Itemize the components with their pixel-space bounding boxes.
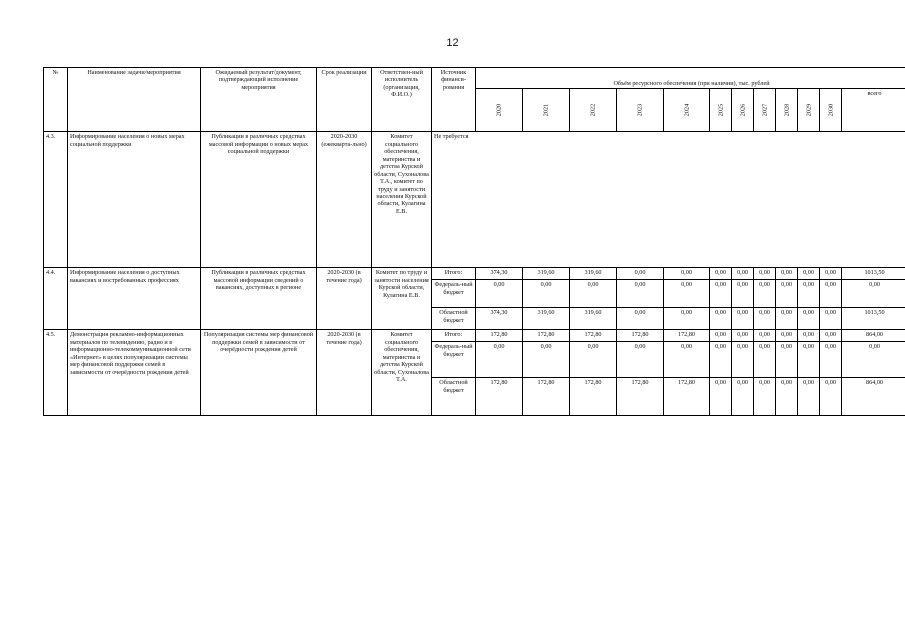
funding-value: 0,00 [710,330,732,342]
funding-value: 0,00 [776,378,798,416]
funding-value: 0,00 [617,268,664,280]
funding-value: 172,80 [476,378,523,416]
funding-value: 0,00 [820,308,842,330]
funding-value: 0,00 [820,330,842,342]
funding-value: 0,00 [820,342,842,378]
funding-value: 0,00 [523,342,570,378]
funding-value: 0,00 [754,342,776,378]
row-number: 4.4. [44,268,68,330]
funding-value: 172,80 [664,378,710,416]
funding-value: 0,00 [710,378,732,416]
funding-source: Федераль-ный бюджет [432,342,476,378]
funding-value: 0,00 [732,280,754,308]
funding-source: Федераль-ный бюджет [432,280,476,308]
header-source: Источник финанси-рования [432,68,476,132]
funding-value: 0,00 [664,308,710,330]
funding-value: 0,00 [798,308,820,330]
row-executor: Комитет социального обеспечения, материнства и детства Курской области, Сухоналова Т.А. [372,330,432,416]
row-name: Демонстрация рекламно-информационных материалов по телевидению, радио и в информационно-телекоммуникационной сети «Интернет» в целях популяризации системы мер финансовой поддержки семей в зависимости от очерёдности рождения детей [68,330,201,416]
header-year: 2030 [820,89,842,132]
header-year: 2022 [570,89,617,132]
funding-total: 0,00 [842,342,905,378]
funding-value: 0,00 [754,330,776,342]
funding-total: 1013,50 [842,308,905,330]
funding-value: 0,00 [476,280,523,308]
funding-value: 0,00 [820,378,842,416]
funding-value: 374,30 [476,268,523,280]
funding-source: Итого: [432,330,476,342]
funding-value: 0,00 [617,280,664,308]
funding-value: 0,00 [776,280,798,308]
funding-value: 172,80 [570,378,617,416]
funding-value: 374,30 [476,308,523,330]
funding-value: 0,00 [664,268,710,280]
funding-value: 0,00 [732,330,754,342]
funding-value: 0,00 [820,280,842,308]
funding-value: 0,00 [570,280,617,308]
header-year: 2026 [732,89,754,132]
funding-total: 0,00 [842,280,905,308]
funding-value: 0,00 [523,280,570,308]
table-row [44,268,905,280]
funding-value: 319,60 [570,308,617,330]
funding-value: 0,00 [798,342,820,378]
funding-value: 319,60 [570,268,617,280]
funding-value: 0,00 [617,308,664,330]
page-number: 12 [446,37,459,49]
funding-value: 172,80 [523,378,570,416]
measures-table [43,67,905,416]
header-year: 2028 [776,89,798,132]
row-name: Информирование населения о новых мерах социальной поддержки [68,132,201,268]
funding-value: 0,00 [710,268,732,280]
header-term: Срок реализации [317,68,372,132]
funding-value: 0,00 [798,268,820,280]
header-year: 2027 [754,89,776,132]
funding-value: 172,80 [523,330,570,342]
row-result: Публикации в различных средствах массовой информации сведений о вакансиях, доступных в регионе [201,268,317,330]
funding-total: 864,00 [842,330,905,342]
funding-value: 0,00 [664,280,710,308]
table-row [44,330,905,342]
funding-value: 0,00 [776,330,798,342]
funding-value: 0,00 [776,308,798,330]
funding-value: 0,00 [754,280,776,308]
header-executor: Ответствен-ный исполнитель (организация, Ф.И.О.) [372,68,432,132]
header-year: 2029 [798,89,820,132]
funding-value: 0,00 [776,342,798,378]
header-year: 2020 [476,89,523,132]
funding-value: 0,00 [754,378,776,416]
funding-value: 0,00 [776,268,798,280]
funding-value: 172,80 [617,378,664,416]
funding-total: 1013,50 [842,268,905,280]
funding-value: 319,60 [523,308,570,330]
funding-value: 0,00 [798,378,820,416]
row-executor: Комитет социального обеспечения, материнства и детства Курской области, Сухоналова Т.А., комитет по труду и занятости населения Курской области, Кулагина Е.В. [372,132,432,268]
funding-value: 0,00 [754,308,776,330]
header-year: 2025 [710,89,732,132]
funding-value: 0,00 [570,342,617,378]
funding-value: 0,00 [710,308,732,330]
funding-value: 0,00 [732,268,754,280]
funding-value: 172,80 [476,330,523,342]
header-funding: Объём ресурсного обеспечения (при наличии), тыс. рублей [476,68,905,89]
header-total: всего [842,89,905,132]
row-result: Популяризация системы мер финансовой поддержки семей в зависимости от очерёдности рождения детей [201,330,317,416]
funding-value: 0,00 [820,268,842,280]
row-source-note: Не требуется [432,132,905,268]
row-term: 2020-2030 (ежекварта-льно) [317,132,372,268]
funding-value: 0,00 [664,342,710,378]
header-row [44,68,905,89]
row-term: 2020-2030 (в течение года) [317,268,372,330]
header-name: Наименование задачи/мероприятия [68,68,201,132]
table-row [44,132,905,268]
funding-value: 0,00 [732,308,754,330]
funding-value: 0,00 [798,330,820,342]
funding-value: 0,00 [798,280,820,308]
header-result: Ожидаемый результат/документ, подтверждающий исполнение мероприятия [201,68,317,132]
funding-value: 0,00 [476,342,523,378]
funding-value: 172,80 [664,330,710,342]
row-number: 4.3. [44,132,68,268]
funding-value: 0,00 [710,342,732,378]
funding-source: Областной бюджет [432,308,476,330]
funding-value: 0,00 [732,378,754,416]
funding-value: 0,00 [710,280,732,308]
header-year: 2024 [664,89,710,132]
row-name: Информирование населения о доступных вакансиях и востребованных профессиях [68,268,201,330]
row-term: 2020-2030 (в течение года) [317,330,372,416]
funding-value: 172,80 [570,330,617,342]
funding-total: 864,00 [842,378,905,416]
row-result: Публикации в различных средствах массовой информации о новых мерах социальной поддержки [201,132,317,268]
funding-source: Итого: [432,268,476,280]
funding-value: 172,80 [617,330,664,342]
header-number: № [44,68,68,132]
header-year: 2023 [617,89,664,132]
funding-value: 0,00 [754,268,776,280]
row-number: 4.5. [44,330,68,416]
funding-value: 0,00 [617,342,664,378]
row-executor: Комитет по труду и занятости населения Курской области, Кулагина Е.В. [372,268,432,330]
funding-value: 0,00 [732,342,754,378]
funding-source: Областной бюджет [432,378,476,416]
funding-value: 319,60 [523,268,570,280]
header-year: 2021 [523,89,570,132]
